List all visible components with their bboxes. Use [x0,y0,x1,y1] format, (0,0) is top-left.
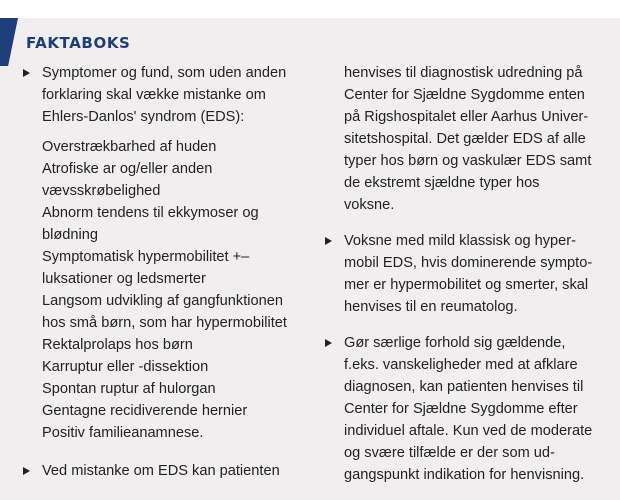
text-line: Symptomatisk hypermobilitet +– [42,249,250,265]
text-line: Gentagne recidiverende hernier [42,403,248,419]
left-column [20,62,310,482]
text-line: de ekstremt sjældne typer hos [344,175,540,191]
symptom-item [42,422,310,444]
symptom-item [42,136,310,158]
text-line: forklaring skal vække mistanke om [42,87,266,103]
bullet-triangle-icon [23,69,30,77]
text-line: f.eks. vanskeligheder med at afklare [344,357,578,373]
title-accent-bar [0,18,18,66]
symptom-item [42,202,310,246]
bullet-suspicion-continued [322,62,612,216]
text-line: henvises til diagnostisk udredning på [344,65,583,81]
text-line: Ehlers-Danlos' syndrom (EDS): [42,109,245,125]
text-line: og svære tilfælde er der som ud- [344,445,555,461]
factbox-title: FAKTABOKS [26,34,131,52]
text-line: Gør særlige forhold sig gældende, [344,335,566,351]
bullet-triangle-icon [325,237,332,245]
text-line: Center for Sjældne Sygdomme efter [344,401,578,417]
text-line: vævsskrøbelighed [42,183,161,199]
text-line: blødning [42,227,98,243]
symptom-item [42,158,310,202]
text-line: Spontan ruptur af hulorgan [42,381,216,397]
symptom-item [42,356,310,378]
text-line: Voksne med mild klassisk og hyper- [344,233,576,249]
text-line: Symptomer og fund, som uden anden [42,65,287,81]
symptom-item [42,334,310,356]
bullet-special-circumstances [322,332,612,486]
text-line: hos små børn, som har hypermobilitet [42,315,287,331]
text-line: henvises til en reumatolog. [344,299,518,315]
text-line: Langsom udvikling af gangfunktionen [42,293,283,309]
text-line: luksationer og ledsmerter [42,271,206,287]
text-line: Rektalprolaps hos børn [42,337,193,353]
text-line: Overstrækbarhed af huden [42,139,217,155]
right-column [322,62,612,486]
text-line: voksne. [344,197,395,213]
text-line: Karruptur eller -dissektion [42,359,209,375]
text-line: mobil EDS, hvis dominerende sympto- [344,255,593,271]
symptom-item [42,400,310,422]
text-line: typer hos børn og vaskulær EDS samt [344,153,592,169]
text-line: Center for Sjældne Sygdomme enten [344,87,585,103]
symptom-item [42,378,310,400]
bullet-suspicion [20,460,310,482]
text-line: individuel aftale. Kun ved de moderate [344,423,593,439]
text-line: på Rigshospitalet eller Aarhus Univer- [344,109,589,125]
bullet-symptoms-intro [20,62,310,128]
text-line: diagnosen, kan patienten henvises til [344,379,584,395]
bullet-mild-eds [322,230,612,318]
text-line: gangspunkt indikation for henvisning. [344,467,585,483]
factbox [0,18,620,500]
text-line: Positiv familieanamnese. [42,425,204,441]
text-line: Ved mistanke om EDS kan patienten [42,463,280,479]
symptom-item [42,290,310,334]
symptom-item [42,246,310,290]
text-line: mer er hypermobilitet og smerter, skal [344,277,589,293]
symptom-list [20,136,310,444]
bullet-triangle-icon [325,339,332,347]
text-line: Abnorm tendens til ekkymoser og [42,205,259,221]
bullet-triangle-icon [23,467,30,475]
text-line: sitetshospital. Det gælder EDS af alle [344,131,586,147]
text-line: Atrofiske ar og/eller anden [42,161,213,177]
